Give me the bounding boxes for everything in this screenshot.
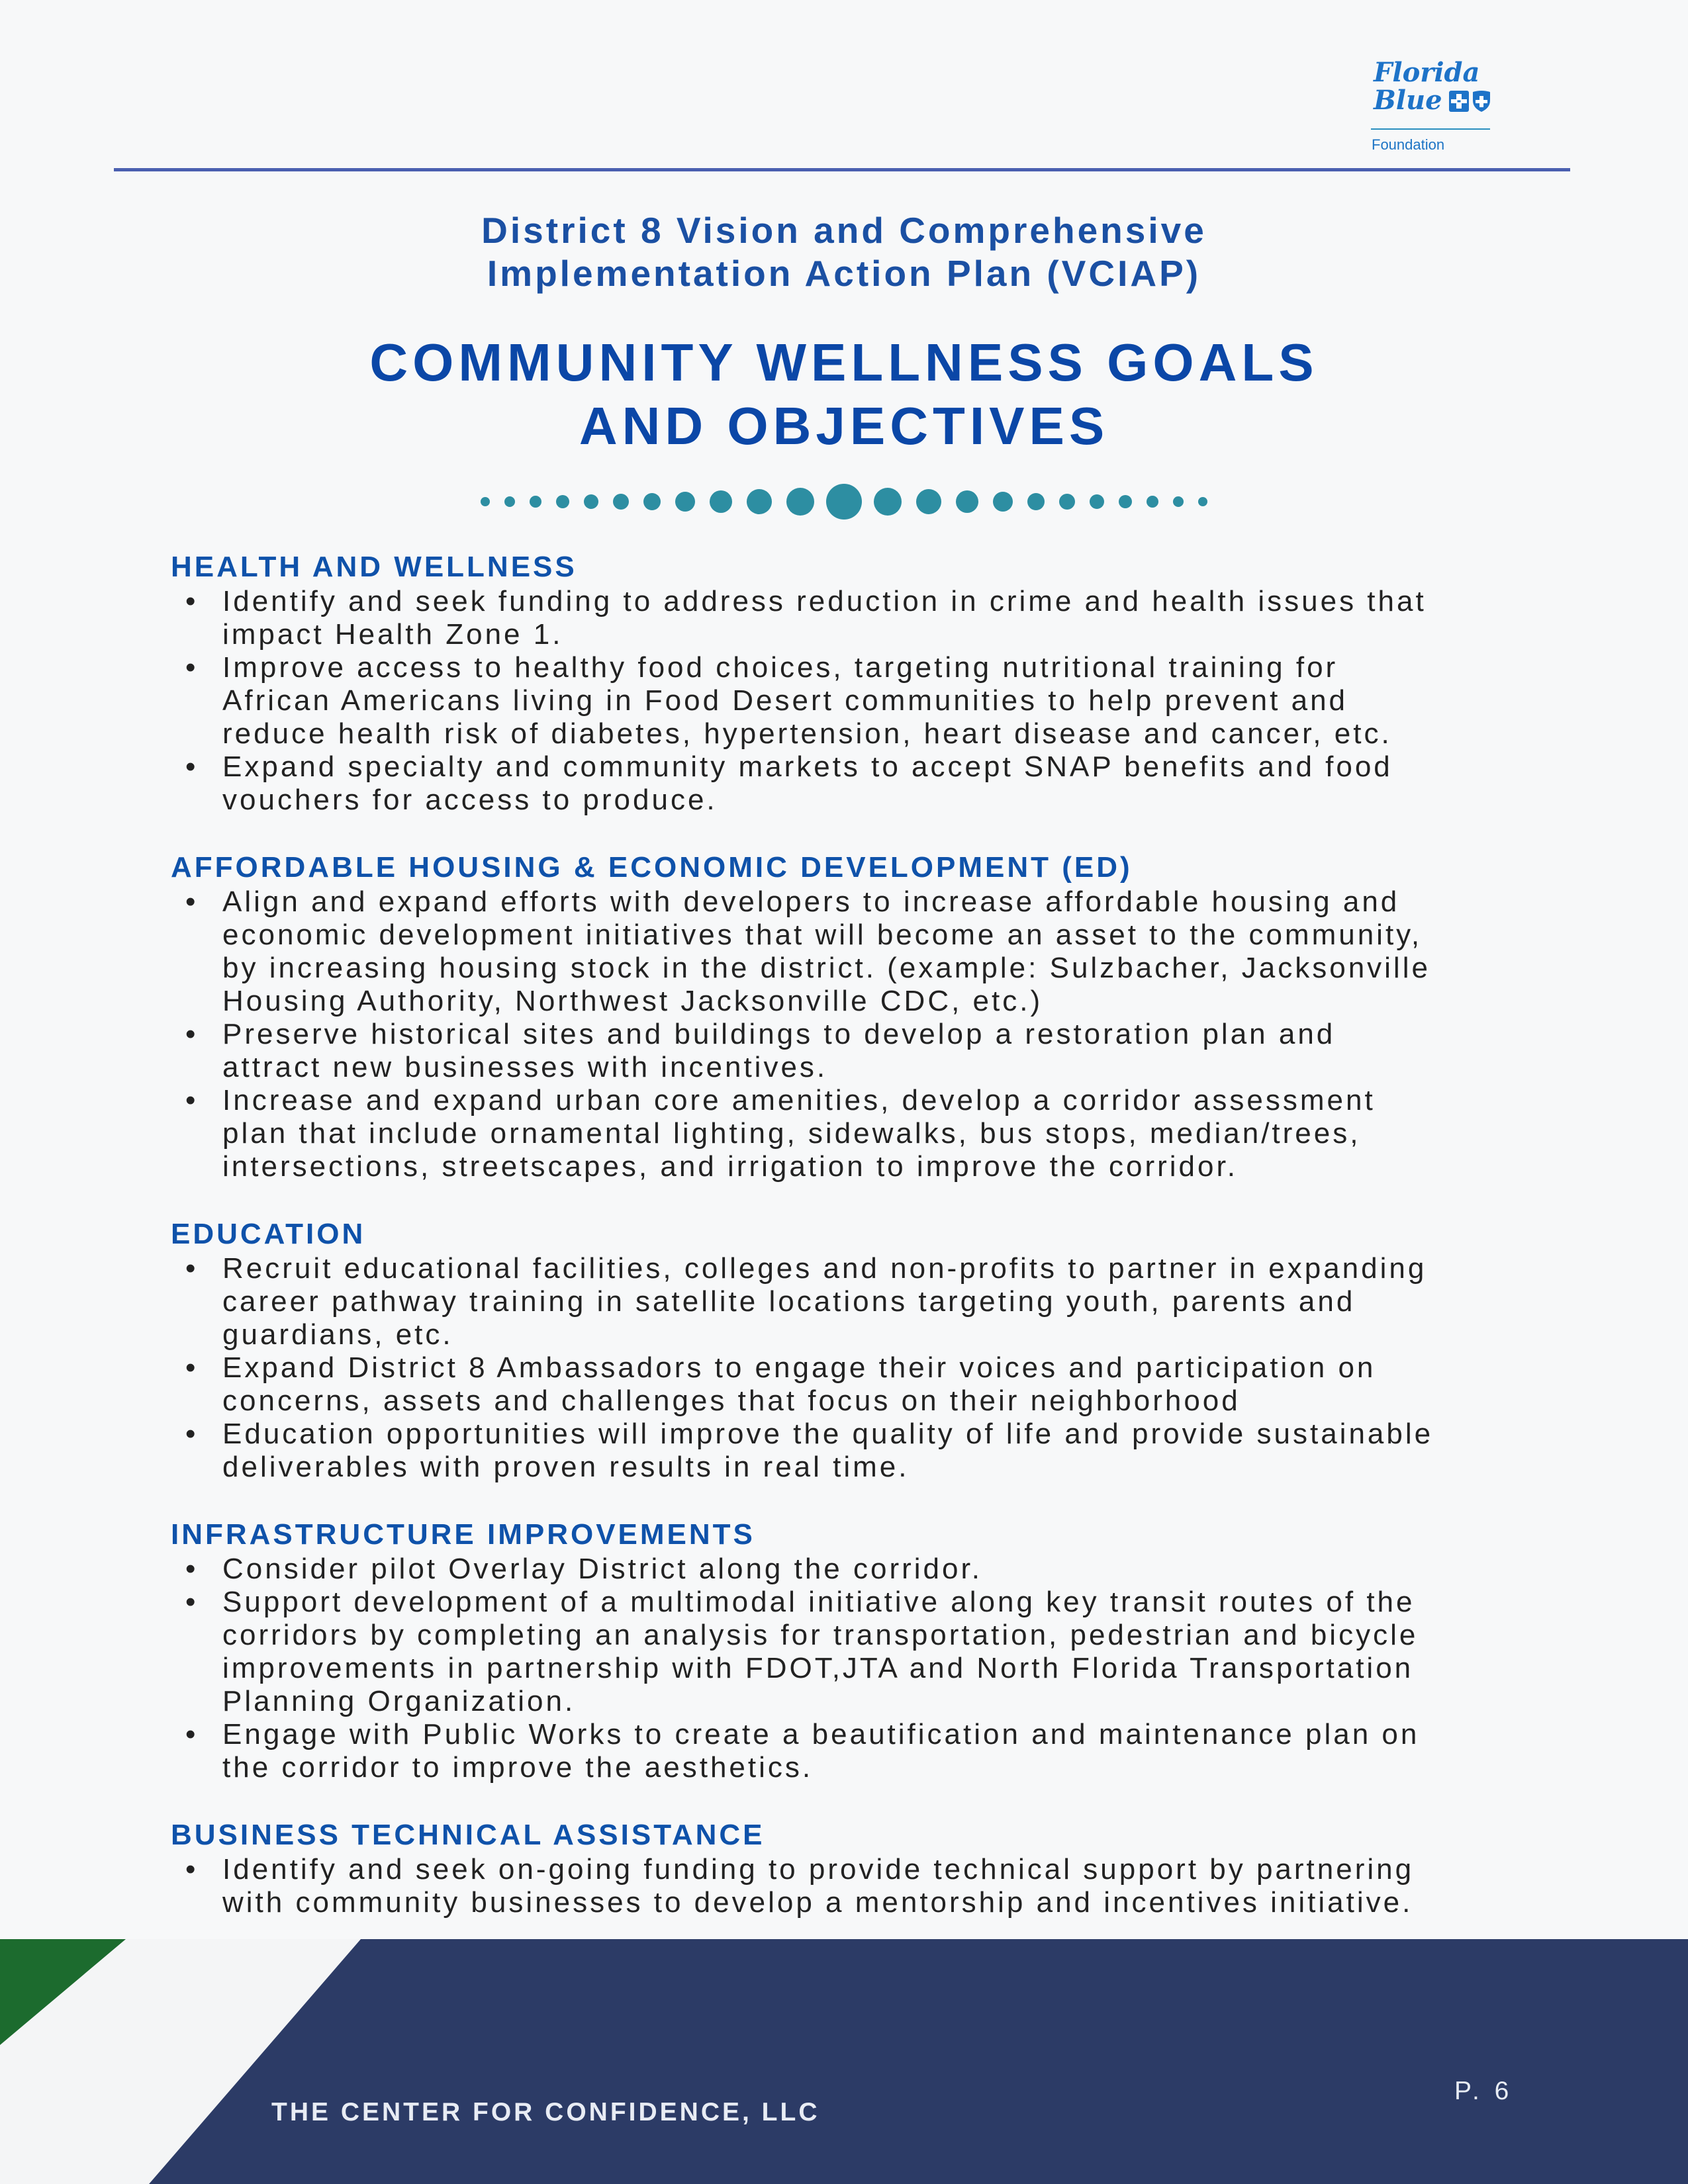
divider-dot	[504, 496, 515, 507]
section-heading: BUSINESS TECHNICAL ASSISTANCE	[171, 1819, 765, 1851]
blue-cross-icon	[1448, 90, 1470, 113]
bullet-line: • Support development of a multimodal initiative along key transit routes of the	[222, 1586, 1415, 1618]
bullet-list	[171, 886, 1528, 1183]
logo-subtitle: Foundation	[1372, 136, 1445, 153]
bullet-line: reduce health risk of diabetes, hypertension, heart disease and cancer, etc.	[222, 717, 1392, 750]
divider-dot	[1059, 494, 1075, 510]
bullet-line: intersections, streetscapes, and irrigation to improve the corridor.	[222, 1150, 1238, 1183]
divider-dot	[710, 490, 732, 513]
divider-dot	[916, 489, 941, 514]
bullet-line: • Expand specialty and community markets to accept SNAP benefits and food	[222, 751, 1393, 783]
bullet-line: • Engage with Public Works to create a beautification and maintenance plan on	[222, 1718, 1420, 1751]
bullet-line: concerns, assets and challenges that focus on their neighborhood	[222, 1385, 1241, 1417]
divider-dot	[481, 497, 490, 506]
document-subtitle-line-2: Implementation Action Plan (VCIAP)	[487, 253, 1201, 294]
divider-dot	[556, 495, 569, 508]
bullet-item	[171, 1084, 1528, 1183]
divider-dot	[874, 488, 902, 516]
bullet-line: • Recruit educational facilities, colleges and non-profits to partner in expanding	[222, 1252, 1427, 1285]
bullet-line: the corridor to improve the aesthetics.	[222, 1751, 814, 1784]
divider-dot	[993, 492, 1013, 512]
bullet-line: • Education opportunities will improve the quality of life and provide sustainable	[222, 1418, 1434, 1450]
bullet-line: • Identify and seek funding to address reduction in crime and health issues that	[222, 585, 1427, 617]
bullet-line: • Identify and seek on-going funding to provide technical support by partnering	[222, 1853, 1415, 1886]
divider-dot	[786, 488, 814, 516]
bullet-line: improvements in partnership with FDOT,JTA and North Florida Transportation	[222, 1652, 1414, 1684]
section	[171, 549, 1528, 817]
bullet-line: • Improve access to healthy food choices, targeting nutritional training for	[222, 651, 1338, 684]
footer-band	[0, 1939, 1688, 2184]
bullet-line: • Expand District 8 Ambassadors to engage their voices and participation on	[222, 1351, 1376, 1384]
bullet-list	[171, 1553, 1528, 1784]
bullet-item	[171, 751, 1528, 817]
bullet-item	[171, 1418, 1528, 1484]
bullet-list	[171, 1853, 1528, 1919]
bullet-item	[171, 585, 1528, 651]
document-subtitle-line-1: District 8 Vision and Comprehensive	[481, 210, 1207, 251]
bullet-list	[171, 1252, 1528, 1484]
section	[171, 1216, 1528, 1484]
footer-company-name: THE CENTER FOR CONFIDENCE, LLC	[271, 2098, 820, 2126]
section	[171, 850, 1528, 1183]
divider-dot	[613, 494, 629, 510]
bullet-line: Housing Authority, Northwest Jacksonville CDC, etc.)	[222, 985, 1043, 1017]
goals-content	[171, 549, 1528, 1952]
section	[171, 1517, 1528, 1784]
bullet-item	[171, 1853, 1528, 1919]
page-number: P. 6	[1454, 2077, 1513, 2105]
divider-dot	[530, 496, 541, 508]
bullet-line: • Align and expand efforts with developers to increase affordable housing and	[222, 886, 1400, 918]
document-subtitle	[0, 209, 1688, 295]
florida-blue-foundation-logo	[1360, 54, 1499, 160]
divider-dot	[643, 493, 661, 510]
bullet-item	[171, 651, 1528, 751]
divider-dot	[584, 494, 598, 509]
bullet-item	[171, 1252, 1528, 1351]
bullet-line: with community businesses to develop a mentorship and incentives initiative.	[222, 1886, 1413, 1919]
divider-dot	[1090, 494, 1104, 509]
section-heading: INFRASTRUCTURE IMPROVEMENTS	[171, 1518, 755, 1551]
divider-dot	[1119, 495, 1132, 508]
bullet-line: plan that include ornamental lighting, sidewalks, bus stops, median/trees,	[222, 1117, 1361, 1150]
section	[171, 1817, 1528, 1919]
decorative-dot-divider	[0, 477, 1688, 529]
bullet-line: deliverables with proven results in real time.	[222, 1451, 910, 1483]
section-heading: HEALTH AND WELLNESS	[171, 551, 577, 583]
divider-dot	[956, 490, 978, 513]
bullet-item	[171, 1351, 1528, 1418]
blue-shield-icon	[1472, 90, 1491, 113]
bullet-item	[171, 1718, 1528, 1784]
bullet-line: • Increase and expand urban core amenities, develop a corridor assessment	[222, 1084, 1376, 1116]
bullet-line: • Consider pilot Overlay District along the corridor.	[222, 1553, 982, 1585]
section-heading: EDUCATION	[171, 1218, 366, 1250]
page-title	[0, 331, 1688, 458]
logo-word-blue: Blue	[1374, 85, 1442, 116]
bullet-line: career pathway training in satellite locations targeting youth, parents and	[222, 1285, 1356, 1318]
page-title-line-2: AND OBJECTIVES	[579, 396, 1109, 455]
divider-dot	[826, 484, 862, 520]
bullet-list	[171, 585, 1528, 817]
bullet-line: economic development initiatives that will become an asset to the community,	[222, 919, 1423, 951]
bullet-line: impact Health Zone 1.	[222, 618, 563, 651]
header-rule	[114, 168, 1570, 171]
bullet-line: corridors by completing an analysis for transportation, pedestrian and bicycle	[222, 1619, 1419, 1651]
section-heading: AFFORDABLE HOUSING & ECONOMIC DEVELOPMENT (ED)	[171, 851, 1133, 884]
bullet-line: guardians, etc.	[222, 1318, 453, 1351]
divider-dot	[747, 489, 772, 514]
divider-dot	[1173, 496, 1184, 507]
bullet-item	[171, 1586, 1528, 1718]
bullet-line: African Americans living in Food Desert communities to help prevent and	[222, 684, 1348, 717]
divider-dot	[1198, 497, 1207, 506]
logo-rule	[1371, 128, 1490, 130]
bullet-line: Planning Organization.	[222, 1685, 576, 1717]
divider-dot	[1027, 493, 1045, 510]
bullet-item	[171, 1553, 1528, 1586]
bullet-item	[171, 886, 1528, 1018]
bullet-line: by increasing housing stock in the district. (example: Sulzbacher, Jacksonville	[222, 952, 1430, 984]
divider-dot	[1147, 496, 1158, 508]
logo-word-florida: Florida	[1374, 57, 1480, 88]
bullet-line: attract new businesses with incentives.	[222, 1051, 828, 1083]
bullet-item	[171, 1018, 1528, 1084]
page-title-line-1: COMMUNITY WELLNESS GOALS	[369, 333, 1319, 392]
footer-navy-panel	[149, 1939, 1688, 2184]
divider-dot	[675, 492, 695, 512]
bullet-line: • Preserve historical sites and buildings to develop a restoration plan and	[222, 1018, 1336, 1050]
bullet-line: vouchers for access to produce.	[222, 784, 718, 816]
